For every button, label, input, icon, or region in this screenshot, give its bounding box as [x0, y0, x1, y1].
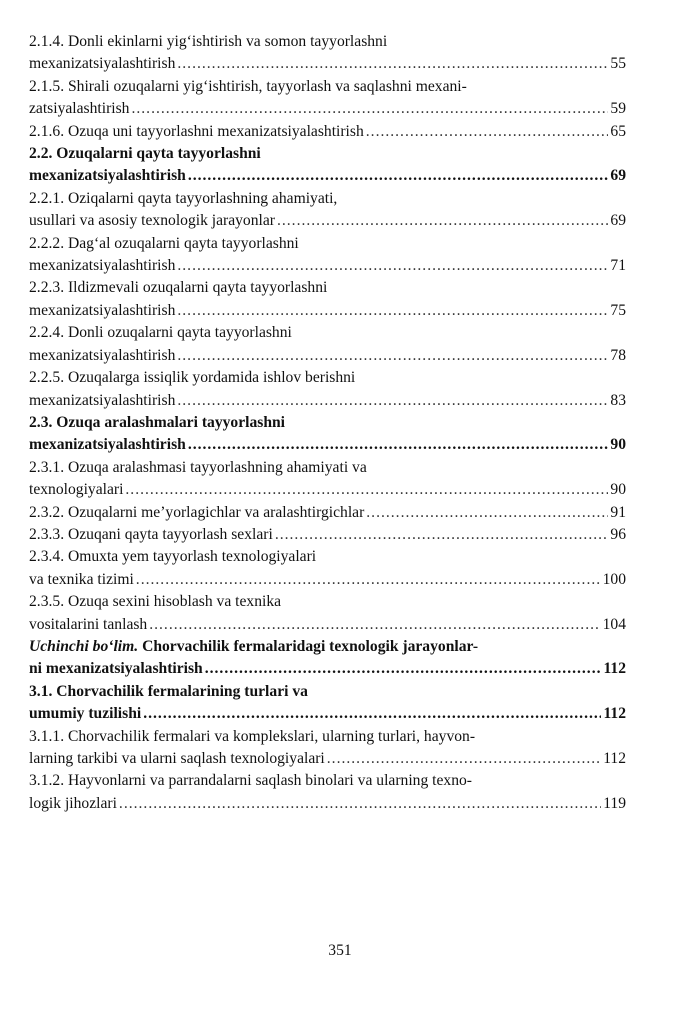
toc-part-heading [29, 636, 626, 681]
toc-entry-title-cont: mexanizatsiyalashtirish [29, 55, 176, 73]
toc-entry-title-cont: mexanizatsiyalashtirish [29, 167, 186, 185]
toc-page-number: 83 [610, 391, 626, 409]
toc-page-number: 69 [610, 167, 626, 185]
toc-page-number: 96 [610, 525, 626, 543]
toc-entry [29, 188, 626, 233]
toc-page-number: 90 [610, 436, 626, 454]
toc-entry [29, 277, 626, 322]
toc-page-number: 100 [602, 570, 626, 588]
toc-entry [29, 502, 626, 524]
toc-entry-title-cont: mexanizatsiyalashtirish [29, 257, 176, 275]
toc-entry [29, 367, 626, 412]
toc-entry [29, 121, 626, 143]
toc-entry-title: 2.3. Ozuqa aralashmalari tayyorlashni [29, 413, 286, 431]
toc-entry-title: 2.3.5. Ozuqa sexini hisoblash va texnika [29, 593, 282, 611]
toc-section-heading [29, 412, 626, 457]
toc-page-number: 69 [610, 212, 626, 230]
toc-section-heading [29, 681, 626, 726]
toc-entry-title: 2.3.3. Ozuqani qayta tayyorlash sexlari [29, 525, 273, 543]
toc-entry-title: 3.1.1. Chorvachilik fermalari va komplekslari, ularning turlari, hayvon- [29, 727, 476, 745]
toc-entry-title-cont: zatsiyalashtirish [29, 100, 130, 118]
toc-page-number: 112 [603, 750, 626, 767]
toc-entry-title-cont: usullari va asosiy texnologik jarayonlar [29, 212, 275, 230]
toc-section-heading [29, 143, 626, 188]
toc-entry-title: Chorvachilik fermalaridagi texnologik jarayonlar- [138, 637, 479, 655]
toc-entry-title: 3.1.2. Hayvonlarni va parrandalarni saqlash binolari va ularning texno- [29, 772, 472, 790]
toc-page-number: 112 [603, 660, 626, 678]
toc-page-number: 112 [603, 705, 626, 723]
page-number: 351 [328, 942, 352, 959]
toc-entry [29, 322, 626, 367]
toc-page-number: 119 [603, 794, 626, 812]
toc-entry-title: 2.2.2. Dag‘al ozuqalarni qayta tayyorlashni [29, 234, 299, 252]
toc-entry-title: 2.1.5. Shirali ozuqalarni yig‘ishtirish, tayyorlash va saqlashni mexani- [29, 77, 467, 95]
toc-entry-title: 2.2.3. Ildizmevali ozuqalarni qayta tayyorlashni [29, 279, 328, 297]
toc-page-number: 65 [610, 122, 626, 140]
toc-entry-title-cont: vositalarini tanlash [29, 615, 148, 633]
toc-page-number: 104 [602, 615, 626, 633]
table-of-contents [29, 31, 626, 815]
toc-entry-title: 2.2.4. Donli ozuqalarni qayta tayyorlashni [29, 324, 292, 342]
toc-entry-title-cont: larning tarkibi va ularni saqlash texnologiyalari [29, 750, 325, 767]
toc-entry [29, 546, 626, 591]
toc-page-number: 91 [610, 503, 626, 521]
toc-entry-title-cont: va texnika tizimi [29, 570, 134, 588]
toc-page-number: 78 [610, 346, 626, 364]
toc-entry [29, 726, 626, 771]
toc-entry-title-cont: mexanizatsiyalashtirish [29, 301, 176, 319]
toc-entry [29, 233, 626, 278]
toc-page-number: 90 [610, 481, 626, 499]
toc-entry-title-cont: logik jihozlari [29, 794, 117, 812]
toc-entry [29, 524, 626, 546]
toc-entry-title-cont: mexanizatsiyalashtirish [29, 346, 176, 364]
toc-entry-title: 3.1. Chorvachilik fermalarining turlari va [29, 682, 308, 700]
toc-entry-title: 2.1.4. Donli ekinlarni yig‘ishtirish va somon tayyorlashni [29, 33, 388, 50]
toc-page-number: 59 [610, 100, 626, 118]
toc-entry-title: 2.2.1. Oziqalarni qayta tayyorlashning ahamiyati, [29, 189, 338, 207]
toc-page-number: 55 [610, 55, 626, 73]
toc-entry [29, 76, 626, 121]
toc-entry-title: 2.2.5. Ozuqalarga issiqlik yordamida ishlov berishni [29, 369, 356, 387]
toc-entry-title: 2.3.1. Ozuqa aralashmasi tayyorlashning ahamiyati va [29, 458, 367, 476]
toc-part-label: Uchinchi bo‘lim. [29, 637, 139, 655]
toc-page-number: 71 [610, 257, 626, 275]
toc-entry [29, 591, 626, 636]
toc-entry-title-cont: mexanizatsiyalashtirish [29, 436, 186, 454]
toc-entry-title: 2.3.2. Ozuqalarni me’yorlagichlar va aralashtirgichlar [29, 503, 365, 521]
toc-entry [29, 31, 626, 76]
toc-entry-title-cont: mexanizatsiyalashtirish [29, 391, 176, 409]
toc-entry [29, 457, 626, 502]
toc-entry-title-cont: umumiy tuzilishi [29, 705, 142, 723]
toc-entry-title: 2.2. Ozuqalarni qayta tayyorlashni [29, 145, 261, 163]
toc-entry-title-cont: ni mexanizatsiyalashtirish [29, 660, 203, 678]
toc-entry-title: 2.1.6. Ozuqa uni tayyorlashni mexanizatsiyalashtirish [29, 122, 364, 140]
toc-entry [29, 770, 626, 815]
toc-page-number: 75 [610, 301, 626, 319]
toc-entry-title-cont: texnologiyalari [29, 481, 124, 499]
toc-entry-title: 2.3.4. Omuxta yem tayyorlash texnologiyalari [29, 548, 317, 566]
